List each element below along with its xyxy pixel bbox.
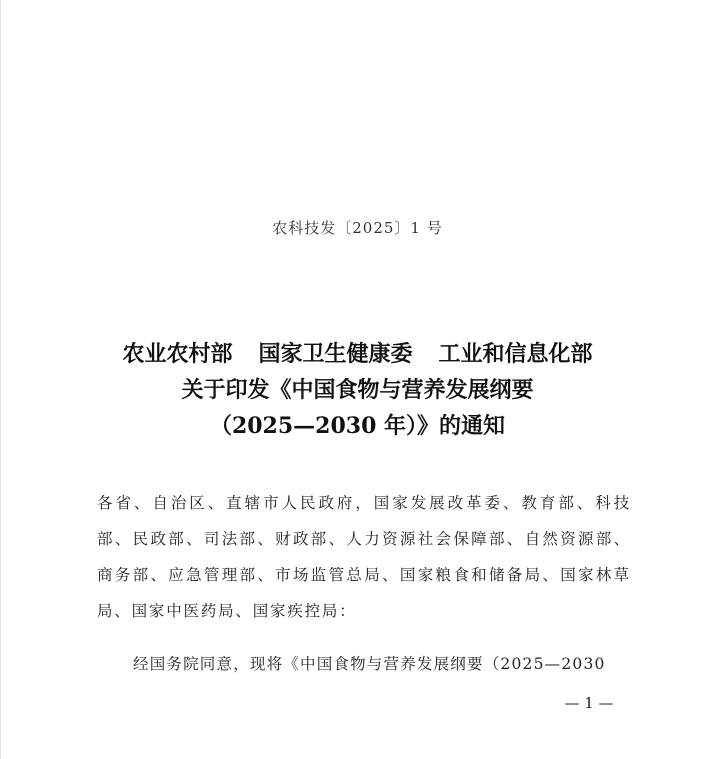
issuer-health-commission: 国家卫生健康委 (258, 341, 413, 367)
title-issuers-line (1, 336, 713, 372)
document-number: 农科技发〔2025〕1 号 (272, 219, 443, 237)
issuer-ministry-agriculture: 农业农村部 (122, 341, 233, 367)
document-title (1, 336, 713, 444)
page-number: — 1 — (564, 694, 614, 712)
body-paragraph: 经国务院同意，现将《中国食物与营养发展纲要（2025—2030 (133, 655, 606, 673)
recipients-list: 各省、自治区、直辖市人民政府，国家发展改革委、教育部、科技部、民政部、司法部、财政部、人力资源社会保障部、自然资源部、商务部、应急管理部、市场监管总局、国家粮食和储备局、国家林草局、国家中医药局、国家疾控局： (97, 494, 631, 620)
issuer-ministry-industry: 工业和信息化部 (438, 341, 593, 367)
title-line-2: 关于印发《中国食物与营养发展纲要 (181, 377, 534, 403)
title-line-3: （2025—2030 年）》的通知 (209, 413, 506, 439)
